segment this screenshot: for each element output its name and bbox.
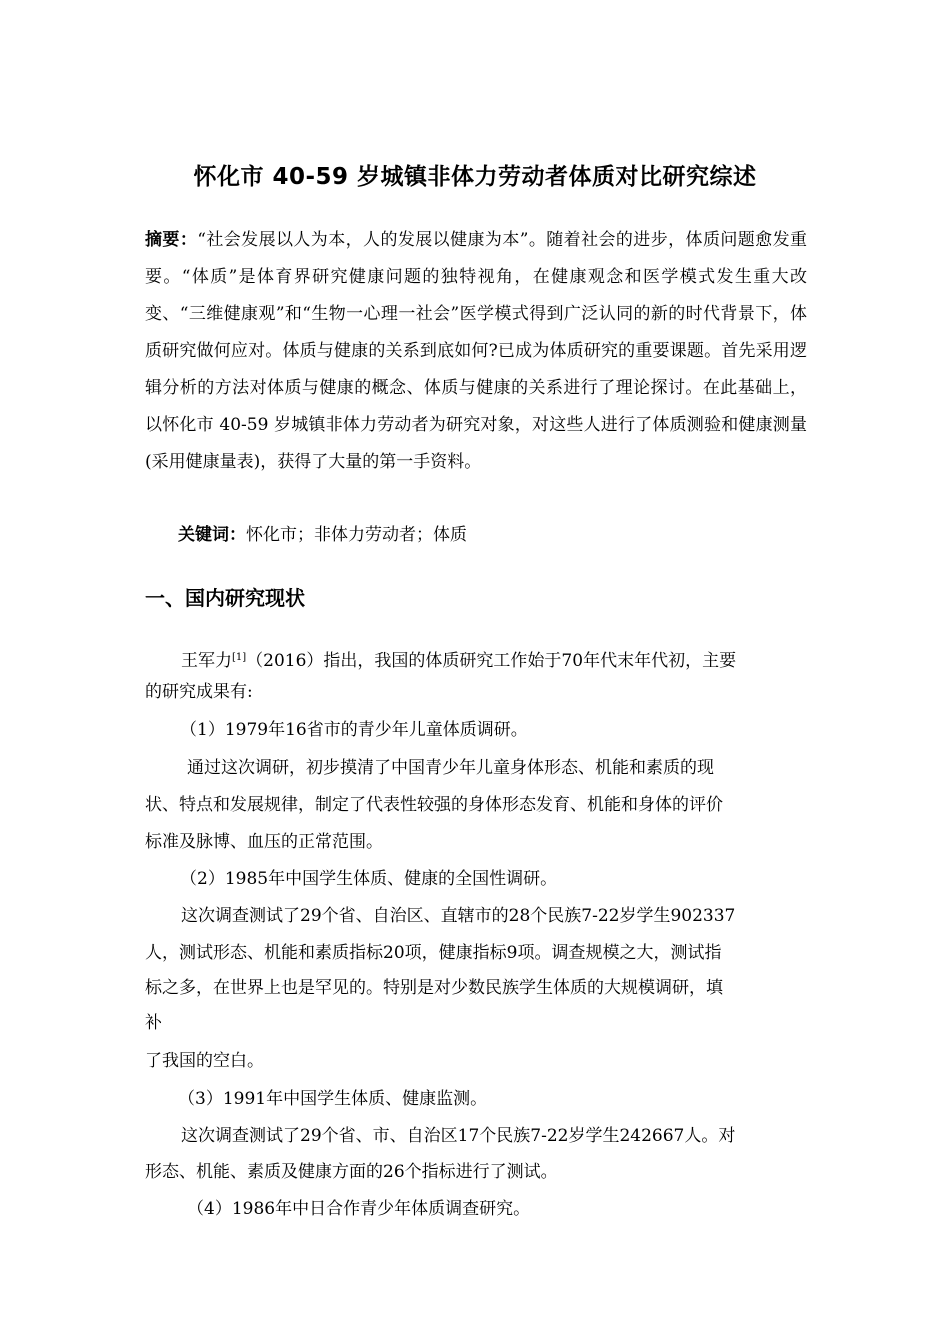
- paragraph-line: 状、特点和发展规律，制定了代表性较强的身体形态发育、机能和身体的评价: [145, 795, 723, 815]
- keywords-text: 怀化市；非体力劳动者；体质: [246, 525, 467, 545]
- section-heading: 一、国内研究现状: [145, 586, 305, 610]
- list-item: （4）1986年中日合作青少年体质调查研究。: [187, 1199, 531, 1219]
- paragraph-line: [181, 641, 736, 678]
- list-item: （1）1979年16省市的青少年儿童体质调研。: [180, 720, 528, 740]
- keywords: [178, 517, 467, 554]
- paragraph-line: 的研究成果有:: [145, 682, 253, 702]
- list-item: （2）1985年中国学生体质、健康的全国性调研。: [180, 869, 558, 889]
- paragraph-line: 人，测试形态、机能和素质指标20项，健康指标9项。调查规模之大，测试指: [145, 943, 722, 963]
- keywords-label: 关键词：: [178, 525, 246, 545]
- list-item: （3）1991年中国学生体质、健康监测。: [178, 1089, 488, 1109]
- paragraph-line: 通过这次调研，初步摸清了中国青少年儿童身体形态、机能和素质的现: [187, 758, 714, 778]
- paragraph-line: 标准及脉博、血压的正常范围。: [145, 832, 383, 852]
- paragraph-line: 这次调查测试了29个省、自治区、直辖市的28个民族7-22岁学生902337: [181, 906, 736, 926]
- abstract-text: “社会发展以人为本，人的发展以健康为本”。随着社会的进步，体质问题愈发重要。“体质”是体育界研究健康问题的独特视角，在健康观念和医学模式发生重大改变、“三维健康观”和“生物一心理一社会”医学模式得到广泛认同的新的时代背景下，体质研究做何应对。体质与健康的关系到底如何?已成为体质研究的重要课题。首先采用逻辑分析的方法对体质与健康的概念、体质与健康的关系进行了理论探讨。在此基础上，以怀化市 40-59 岁城镇非体力劳动者为研究对象，对这些人进行了体质测验和健康测量(采用健康量表)，获得了大量的第一手资料。: [145, 230, 807, 472]
- paragraph-line: 标之多，在世界上也是罕见的。特别是对少数民族学生体质的大规模调研，填: [145, 978, 723, 998]
- citation-author: 王军力: [181, 651, 232, 671]
- paragraph-text: （2016）指出，我国的体质研究工作始于70年代末年代初，主要: [246, 651, 737, 671]
- paragraph-line: 这次调查测试了29个省、市、自治区17个民族7-22岁学生242667人。对: [181, 1126, 736, 1146]
- page-title: 怀化市 40-59 岁城镇非体力劳动者体质对比研究综述: [193, 164, 757, 190]
- citation-ref: [1]: [232, 652, 247, 663]
- paragraph-line: 形态、机能、素质及健康方面的26个指标进行了测试。: [145, 1162, 558, 1182]
- paragraph-line: 了我国的空白。: [145, 1051, 264, 1071]
- abstract-label: 摘要：: [145, 230, 198, 250]
- paragraph-line: 补: [145, 1013, 162, 1033]
- abstract: [145, 222, 807, 481]
